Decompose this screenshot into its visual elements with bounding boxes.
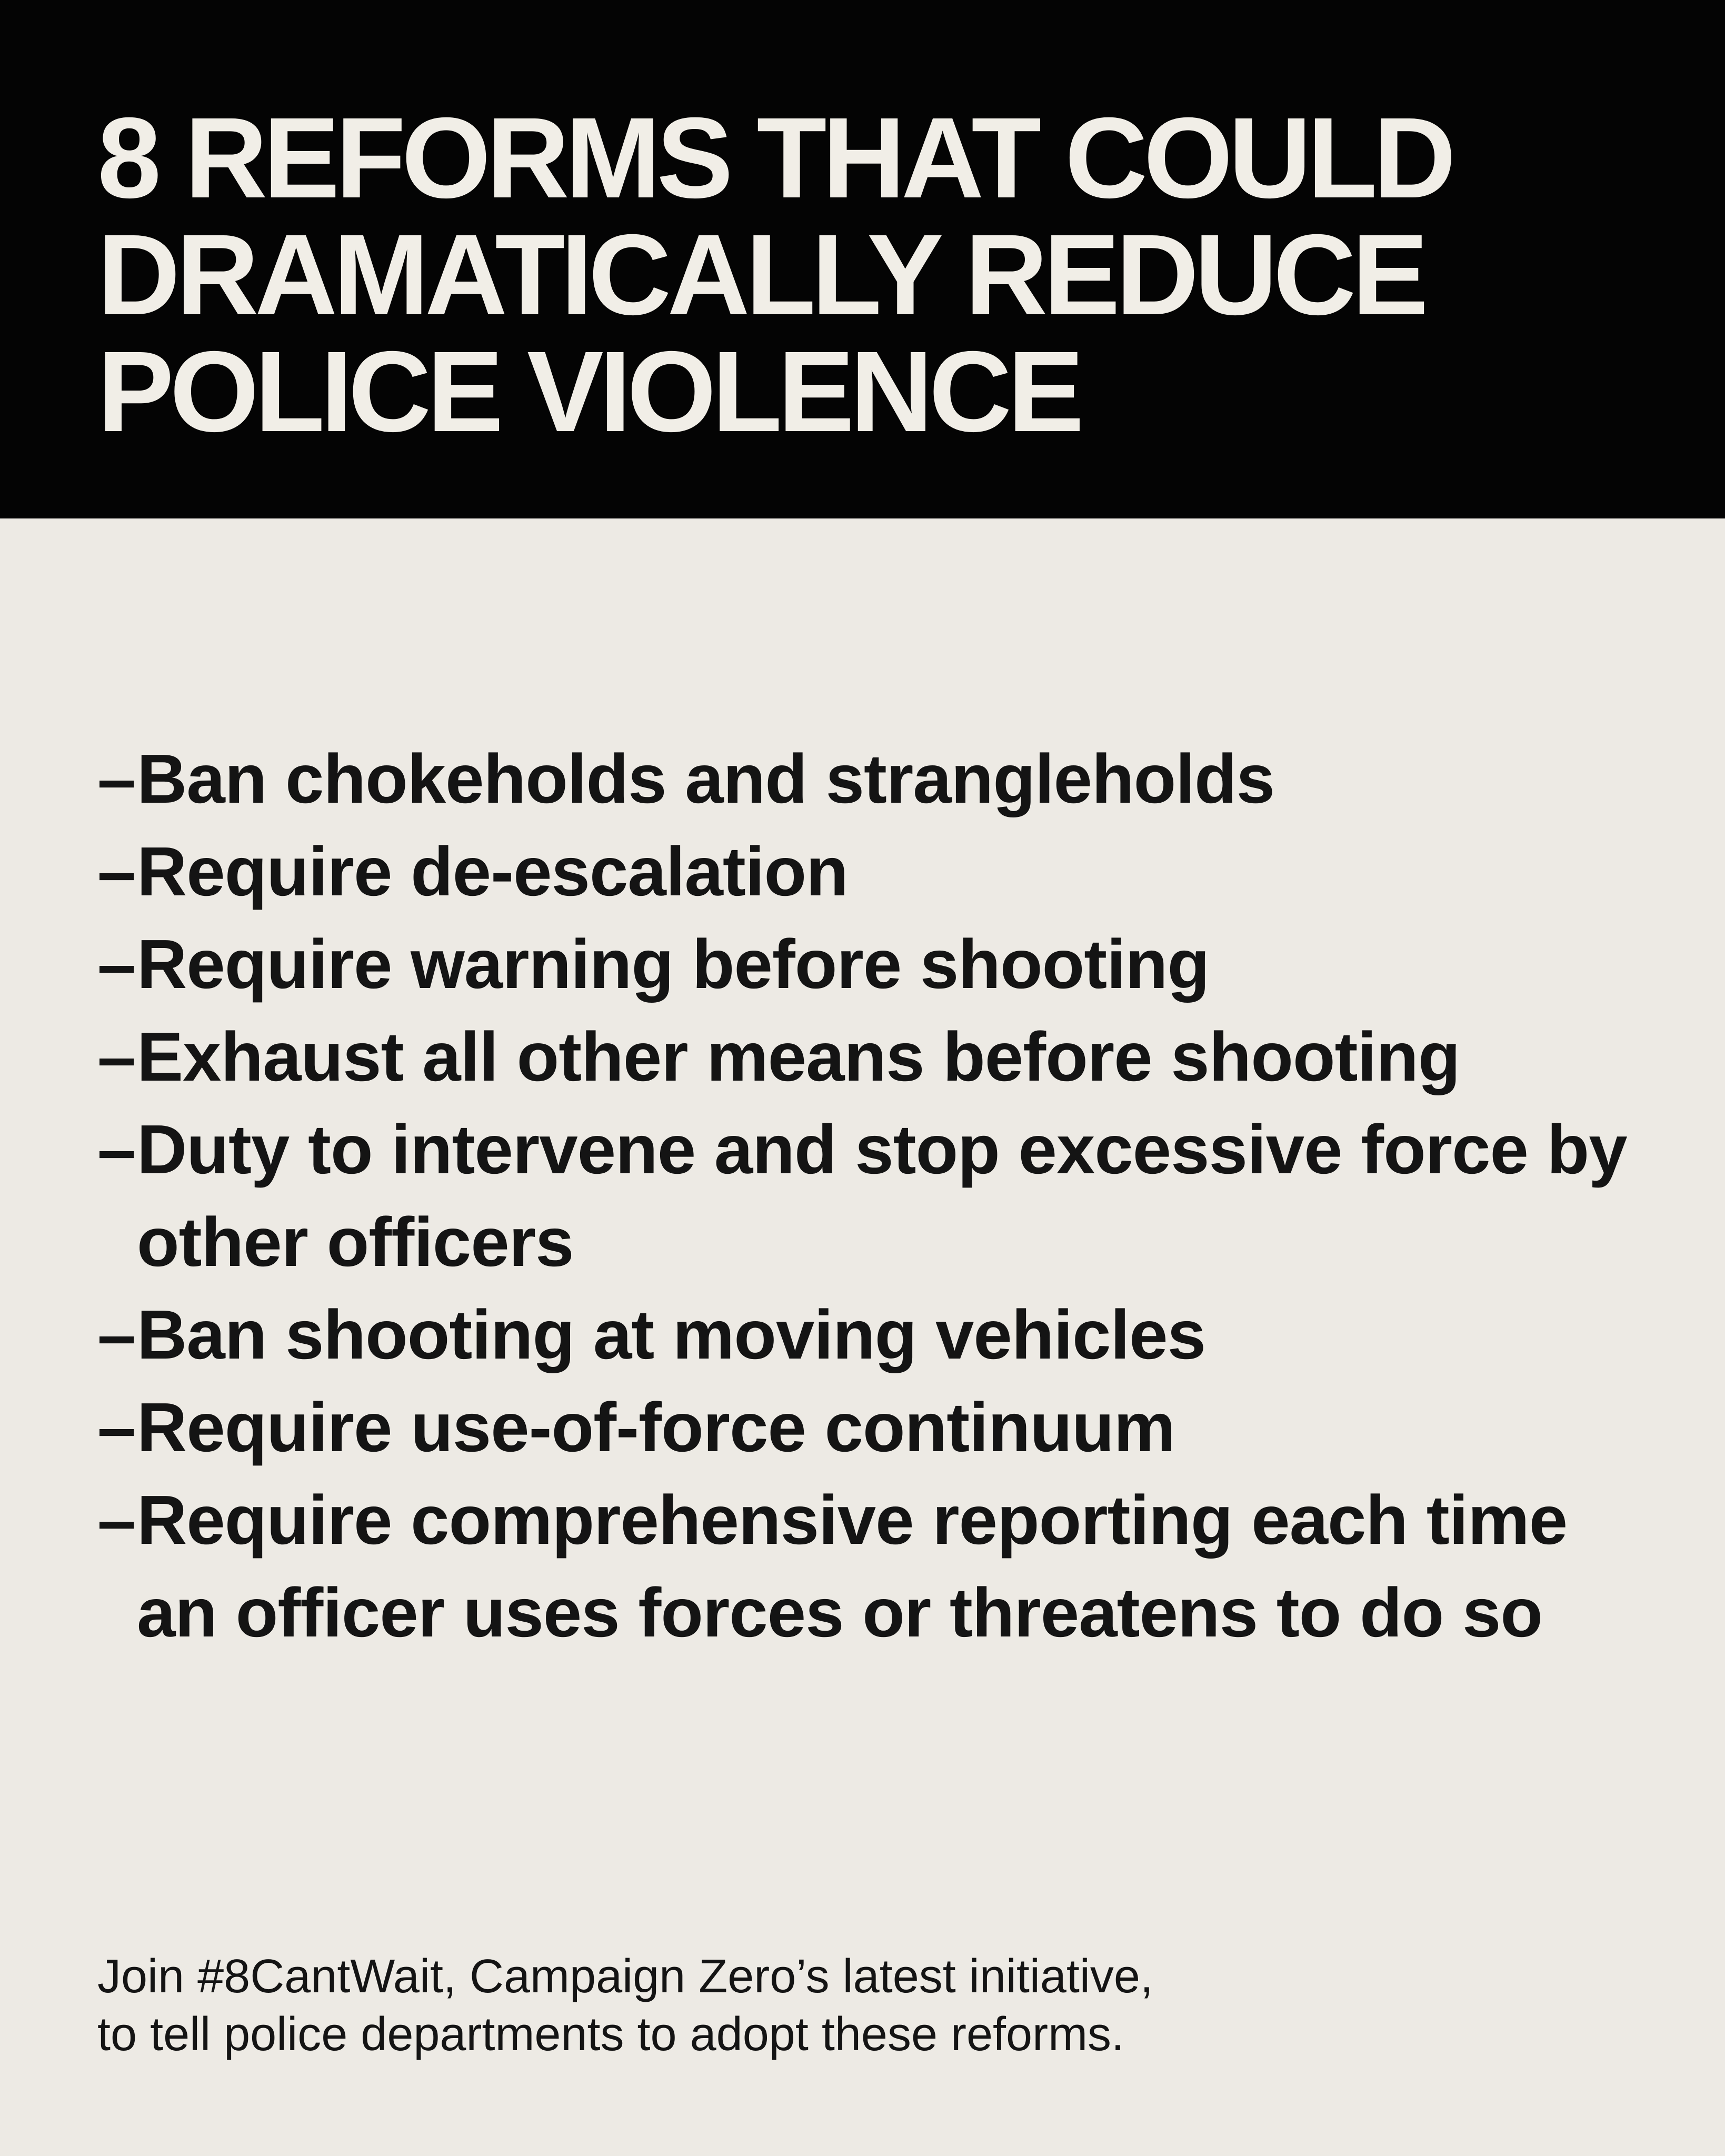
reform-item-3 [97, 918, 1650, 1011]
dash-bullet: – [97, 740, 136, 817]
page-title [97, 94, 1650, 456]
reform-text: Exhaust all other means before shooting [137, 1018, 1460, 1095]
reform-item-6 [97, 1289, 1650, 1381]
reform-item-8 [97, 1474, 1650, 1659]
reforms-list [97, 733, 1650, 1659]
reform-text: Require warning before shooting [137, 925, 1210, 1003]
reform-text: Ban shooting at moving vehicles [137, 1296, 1206, 1373]
reform-item-7 [97, 1381, 1650, 1474]
dash-bullet: – [97, 1481, 136, 1559]
reform-text: Ban chokeholds and strangleholds [137, 740, 1275, 817]
reform-item-2 [97, 825, 1650, 918]
title-line-2: DRAMATICALLY REDUCE [97, 211, 1424, 339]
reform-item-4 [97, 1011, 1650, 1103]
call-to-action-line-1: Join #8CantWait, Campaign Zero’s latest initiative, [97, 1950, 1153, 2003]
call-to-action-line-2: to tell police departments to adopt these reforms. [97, 2008, 1125, 2061]
reform-text: Require use-of-force continuum [137, 1389, 1175, 1466]
reform-item-1 [97, 733, 1650, 825]
dash-bullet: – [97, 1296, 136, 1373]
dash-bullet: – [97, 833, 136, 910]
reform-text: Require de-escalation [137, 833, 848, 910]
call-to-action [97, 1948, 1624, 2063]
dash-bullet: – [97, 925, 136, 1003]
reform-text: Duty to intervene and stop excessive force by other officers [137, 1111, 1627, 1281]
dash-bullet: – [97, 1018, 136, 1095]
dash-bullet: – [97, 1111, 136, 1188]
reform-text: Require comprehensive reporting each time an officer uses forces or threatens to do so [137, 1481, 1568, 1651]
reform-item-5 [97, 1103, 1650, 1289]
title-line-1: 8 REFORMS THAT COULD [97, 94, 1452, 222]
dash-bullet: – [97, 1389, 136, 1466]
title-line-3: POLICE VIOLENCE [97, 328, 1080, 456]
header-banner [0, 0, 1725, 518]
